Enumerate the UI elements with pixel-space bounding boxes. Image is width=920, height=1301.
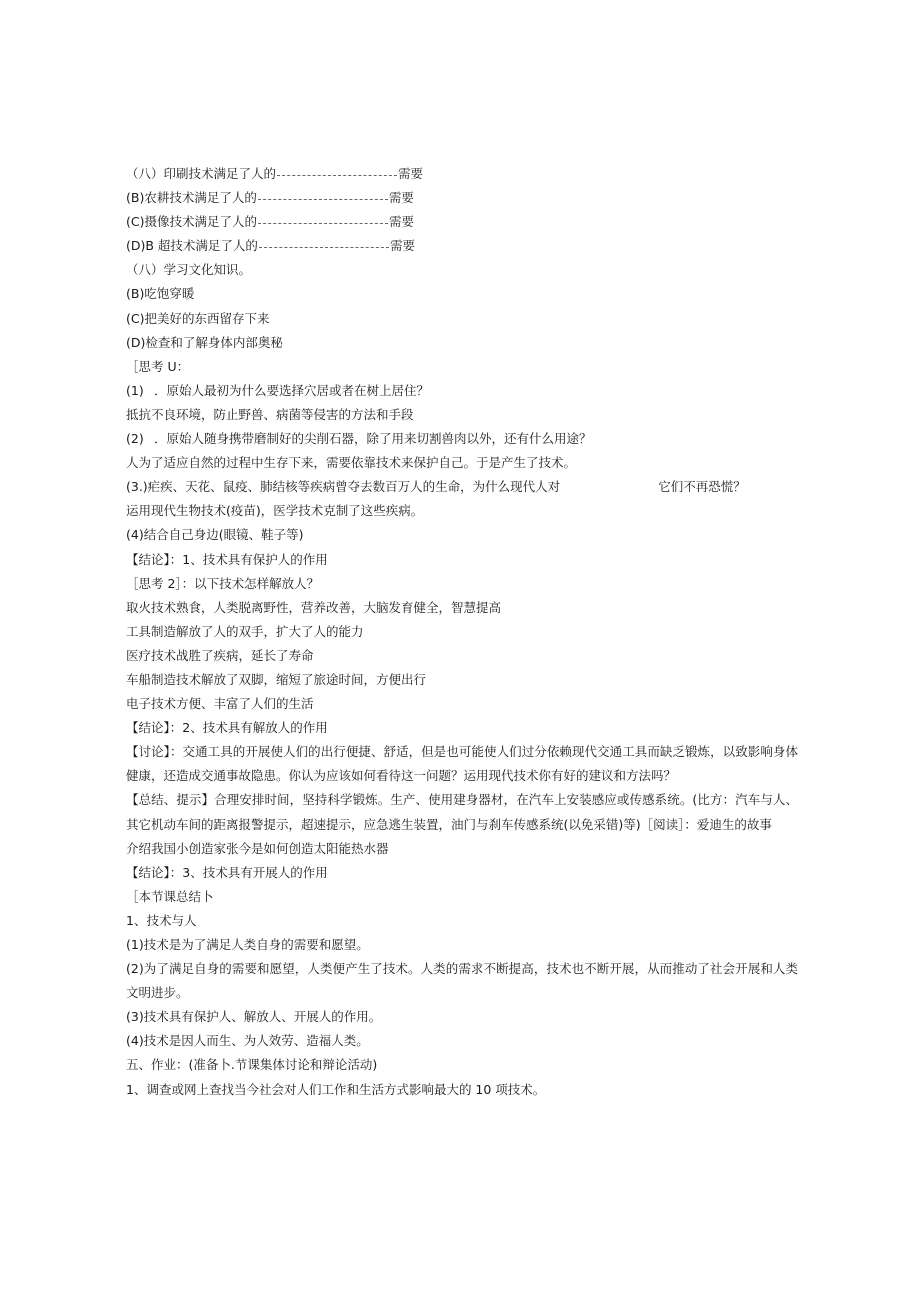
think-2-line: 工具制造解放了人的双手，扩大了人的能力 bbox=[126, 623, 364, 639]
think-2-line: 车船制造技术解放了双脚，缩短了旅途时间，方便出行 bbox=[126, 671, 427, 687]
option-d: (D)检查和了解身体内部奥秘 bbox=[126, 334, 283, 350]
fill-question-d bbox=[126, 234, 798, 258]
think-1-question-2 bbox=[126, 427, 798, 451]
lesson-summary-subheading: 1、技术与人 bbox=[126, 912, 197, 928]
answer-blank bbox=[277, 175, 397, 176]
think-2-line: 医疗技术战胜了疾病，延长了寿命 bbox=[126, 647, 314, 663]
question-number: (2) bbox=[126, 431, 144, 447]
fill-question-c bbox=[126, 210, 798, 234]
lesson-summary-point: (3)技术具有保护人、解放人、开展人的作用。 bbox=[126, 1009, 382, 1025]
fill-question-a-prefix: （八）印刷技术满足了人的 bbox=[126, 166, 277, 181]
lesson-summary-heading: ［本节课总结卜 bbox=[126, 888, 214, 904]
think-1-answer-3: 运用现代生物技术(疫苗)，医学技术克制了这些疾病。 bbox=[126, 503, 424, 519]
fill-question-a-suffix: 需要 bbox=[398, 166, 424, 181]
think-1-question-1 bbox=[126, 379, 798, 403]
fill-question-c-suffix: 需要 bbox=[388, 214, 414, 230]
fill-question-b-suffix: 需要 bbox=[388, 190, 414, 206]
fill-question-b bbox=[126, 186, 798, 210]
lesson-summary-point: (1)技术是为了满足人类自身的需要和愿望。 bbox=[126, 937, 369, 952]
option-b: (B)吃饱穿暖 bbox=[126, 286, 195, 302]
homework-item-1: 1、调查或网上查找当今社会对人们工作和生活方式影响最大的 10 项技术。 bbox=[126, 1081, 546, 1097]
question-text: ．原始人最初为什么要选择穴居或者在树上居住？ bbox=[154, 382, 430, 398]
think-1-question-4: (4)结合自己身边(眼镜、鞋子等) bbox=[126, 527, 304, 543]
lesson-summary-point: (2)为了满足自身的需要和愿望，人类便产生了技术。人类的需求不断提高，技术也不断开展，从而推动了社会开展和人类文明进步。 bbox=[126, 961, 798, 1001]
fill-question-b-prefix: (B)农耕技术满足了人的 bbox=[126, 190, 257, 206]
think-1-question-3 bbox=[126, 475, 798, 499]
think-2-heading: ［思考 2］：以下技术怎样解放人？ bbox=[126, 575, 320, 591]
summary-paragraph: 【总结、提示】合理安排时间，坚持科学锻炼。生产、使用建身器材，在汽车上安装感应或传感系统。(比方：汽车与人、其它机动车间的距离报警提示，超速提示，应急逃生装置，油门与刹车传感系统(以免采错)等)［阅读］：爱迪生的故事 bbox=[126, 792, 798, 832]
fill-question-d-prefix: (D)B 超技术满足了人的 bbox=[126, 238, 258, 254]
think-2-line: 取火技术熟食，人类脱离野性，营养改善，大脑发育健全，智慧提高 bbox=[126, 599, 502, 615]
think-1-answer-2: 人为了适应自然的过程中生存下来，需要依靠技术来保护自己。于是产生了技术。 bbox=[126, 455, 577, 471]
question-text-part-2: 它们不再恐慌？ bbox=[658, 479, 746, 495]
lesson-summary-point: (4)技术是因人而生、为人效劳、造福人类。 bbox=[126, 1033, 369, 1049]
think-1-answer-1: 抵抗不良环境，防止野兽、病菌等侵害的方法和手段 bbox=[126, 406, 414, 422]
answer-blank bbox=[259, 247, 389, 248]
fill-question-a bbox=[126, 162, 798, 186]
discussion-paragraph: 【讨论】：交通工具的开展使人们的出行便捷、舒适，但是也可能使人们过分依赖现代交通工具而缺乏锻炼，以致影响身体健康，还造成交通事故隐患。你认为应该如何看待这一问题？运用现代技术你有好的建议和方法吗？ bbox=[126, 744, 798, 784]
question-number: (1) bbox=[126, 382, 144, 398]
homework-heading: 五、作业：(准备卜.节课集体讨论和辩论活动) bbox=[126, 1057, 378, 1073]
answer-blank bbox=[258, 223, 388, 224]
question-text-part-1: (3.)疟疾、天花、鼠疫、肺结核等疾病曾夺去数百万人的生命，为什么现代人对 bbox=[126, 479, 561, 495]
answer-blank bbox=[258, 199, 388, 200]
option-a: （八）学习文化知识。 bbox=[126, 262, 252, 278]
think-2-line: 电子技术方便、丰富了人们的生活 bbox=[126, 696, 314, 712]
conclusion-2: 【结论】：2、技术具有解放人的作用 bbox=[126, 720, 328, 736]
fill-question-d-suffix: 需要 bbox=[389, 238, 415, 254]
option-c: (C)把美好的东西留存下来 bbox=[126, 310, 270, 326]
conclusion-3: 【结论】：3、技术具有开展人的作用 bbox=[126, 864, 328, 880]
intro-line: 介绍我国小创造家张今是如何创造太阳能热水器 bbox=[126, 840, 389, 856]
conclusion-1: 【结论】：1、技术具有保护人的作用 bbox=[126, 551, 328, 567]
question-text: ．原始人随身携带磨制好的尖削石器，除了用来切割兽肉以外，还有什么用途？ bbox=[154, 431, 592, 447]
document-body bbox=[126, 162, 798, 1102]
think-1-heading: ［思考 U： bbox=[126, 358, 190, 374]
fill-question-c-prefix: (C)摄像技术满足了人的 bbox=[126, 214, 257, 230]
